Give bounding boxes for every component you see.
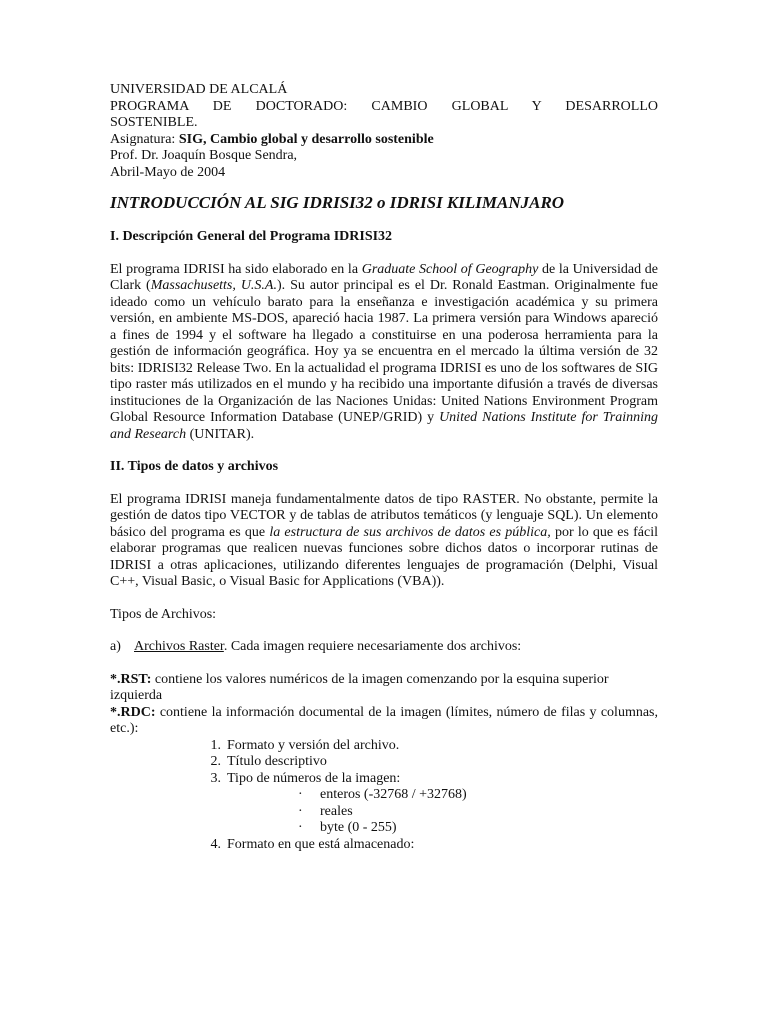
list-item <box>110 820 658 837</box>
bullet-icon: · <box>298 787 303 802</box>
text-run: . Cada imagen requiere necesariamente dos archivos: <box>223 639 522 654</box>
list-text: Título descriptivo <box>227 754 327 769</box>
list-text: Formato y versión del archivo. <box>227 737 400 753</box>
rdc-contents-list-continued <box>110 837 658 854</box>
section-2-paragraph <box>110 492 658 591</box>
subject-label: Asignatura: <box>110 131 176 147</box>
raster-files-label: Archivos Raster <box>134 639 224 654</box>
text-run: ). Su autor principal es el Dr. Ronald Eastman. Originalmente fue ideado como un vehículo barato para la enseñanza e investigación académica y su primera versión, en ambiente MS-DOS, apareció hacia 1987. La primera versión para Windows apareció a fines de 1994 y el software ha llegado a constituirse en una poderosa herramienta para la gestión de información geográfica. Hoy ya se encuentra en el mercado la última versión de 32 bits: IDRISI32 Release Two. En la actualidad el programa IDRISI es uno de los softwares de SIG tipo raster más utilizados en el mundo y ha recibido una importante difusión a través de diversas instituciones de la Organización de las Naciones Unidas: United Nations Environment Program Global Resource Information Database (UNEP/GRID) y <box>110 278 659 425</box>
list-number: 4. <box>210 836 221 852</box>
list-item <box>110 787 658 804</box>
list-number: 3. <box>210 770 221 786</box>
text-run: de la Universidad de Clark ( <box>110 261 658 293</box>
section-1-paragraph <box>110 262 658 444</box>
text-run: contiene los valores numéricos de la imagen comenzando por la esquina superior izquierda <box>110 671 609 703</box>
date-line: Abril-Mayo de 2004 <box>110 164 226 180</box>
rdc-contents-list <box>110 738 658 788</box>
list-text: Formato en que está almacenado: <box>227 836 415 852</box>
list-item <box>110 754 658 771</box>
rst-description <box>110 672 658 705</box>
rdc-label: *.RDC: <box>110 704 156 720</box>
professor-line: Prof. Dr. Joaquín Bosque Sendra, <box>110 148 298 163</box>
list-text: reales <box>320 803 353 819</box>
document-title: INTRODUCCIÓN AL SIG IDRISI32 o IDRISI KILIMANJARO <box>110 193 565 212</box>
italic-run: Graduate School of Geography <box>361 261 539 277</box>
text-run: (UNITAR). <box>186 426 255 442</box>
subject-line <box>110 132 658 149</box>
text-run: El programa IDRISI maneja fundamentalmente datos de tipo RASTER. No obstante, permite la gestión de datos tipo VECTOR y de tablas de atributos temáticos (y lenguaje SQL). Un elemento básico del programa es que <box>110 491 658 540</box>
raster-files-item <box>110 639 658 656</box>
text-run: El programa IDRISI ha sido elaborado en la <box>110 261 362 277</box>
file-types-label: Tipos de Archivos: <box>110 606 217 622</box>
list-number: 1. <box>210 737 221 753</box>
rdc-description <box>110 705 658 738</box>
university-name: UNIVERSIDAD DE ALCALÁ <box>110 82 288 97</box>
section-1-heading: I. Descripción General del Programa IDRISI32 <box>110 229 393 244</box>
list-item <box>110 771 658 788</box>
list-item <box>110 804 658 821</box>
list-item <box>110 837 658 854</box>
list-number: 2. <box>210 754 221 769</box>
program-line-1: PROGRAMA DE DOCTORADO: CAMBIO GLOBAL Y DESARROLLO <box>110 98 658 114</box>
rst-label: *.RST: <box>110 671 152 687</box>
document-page <box>110 82 658 853</box>
subject-name: SIG, Cambio global y desarrollo sostenible <box>178 131 434 147</box>
list-text: enteros (-32768 / +32768) <box>320 787 467 802</box>
section-2-heading: II. Tipos de datos y archivos <box>110 459 279 474</box>
italic-run: Massachusetts, U.S.A. <box>150 278 277 293</box>
program-line-2: SOSTENIBLE. <box>110 115 198 130</box>
item-marker: a) <box>110 639 121 654</box>
list-text: byte (0 - 255) <box>320 820 397 835</box>
text-run: por lo que es fácil elaborar programas que realicen nuevas funciones sobre dichos datos o incorporar rutinas de IDRISI a otras aplicaciones, utilizando diferentes lenguajes de programación (Delphi, Visual C++, Visual Basic, o Visual Basic for Applications (VBA)). <box>110 524 659 589</box>
italic-run: United Nations Institute for Trainning and Research <box>110 410 658 442</box>
number-types-sublist <box>110 787 658 837</box>
italic-run: la estructura de sus archivos de datos es pública, <box>269 524 551 540</box>
bullet-icon: · <box>298 820 303 835</box>
list-text: Tipo de números de la imagen: <box>227 770 401 786</box>
list-item <box>110 738 658 755</box>
text-run: contiene la información documental de la imagen (límites, número de filas y columnas, etc.): <box>110 704 658 736</box>
bullet-icon: · <box>298 803 303 819</box>
